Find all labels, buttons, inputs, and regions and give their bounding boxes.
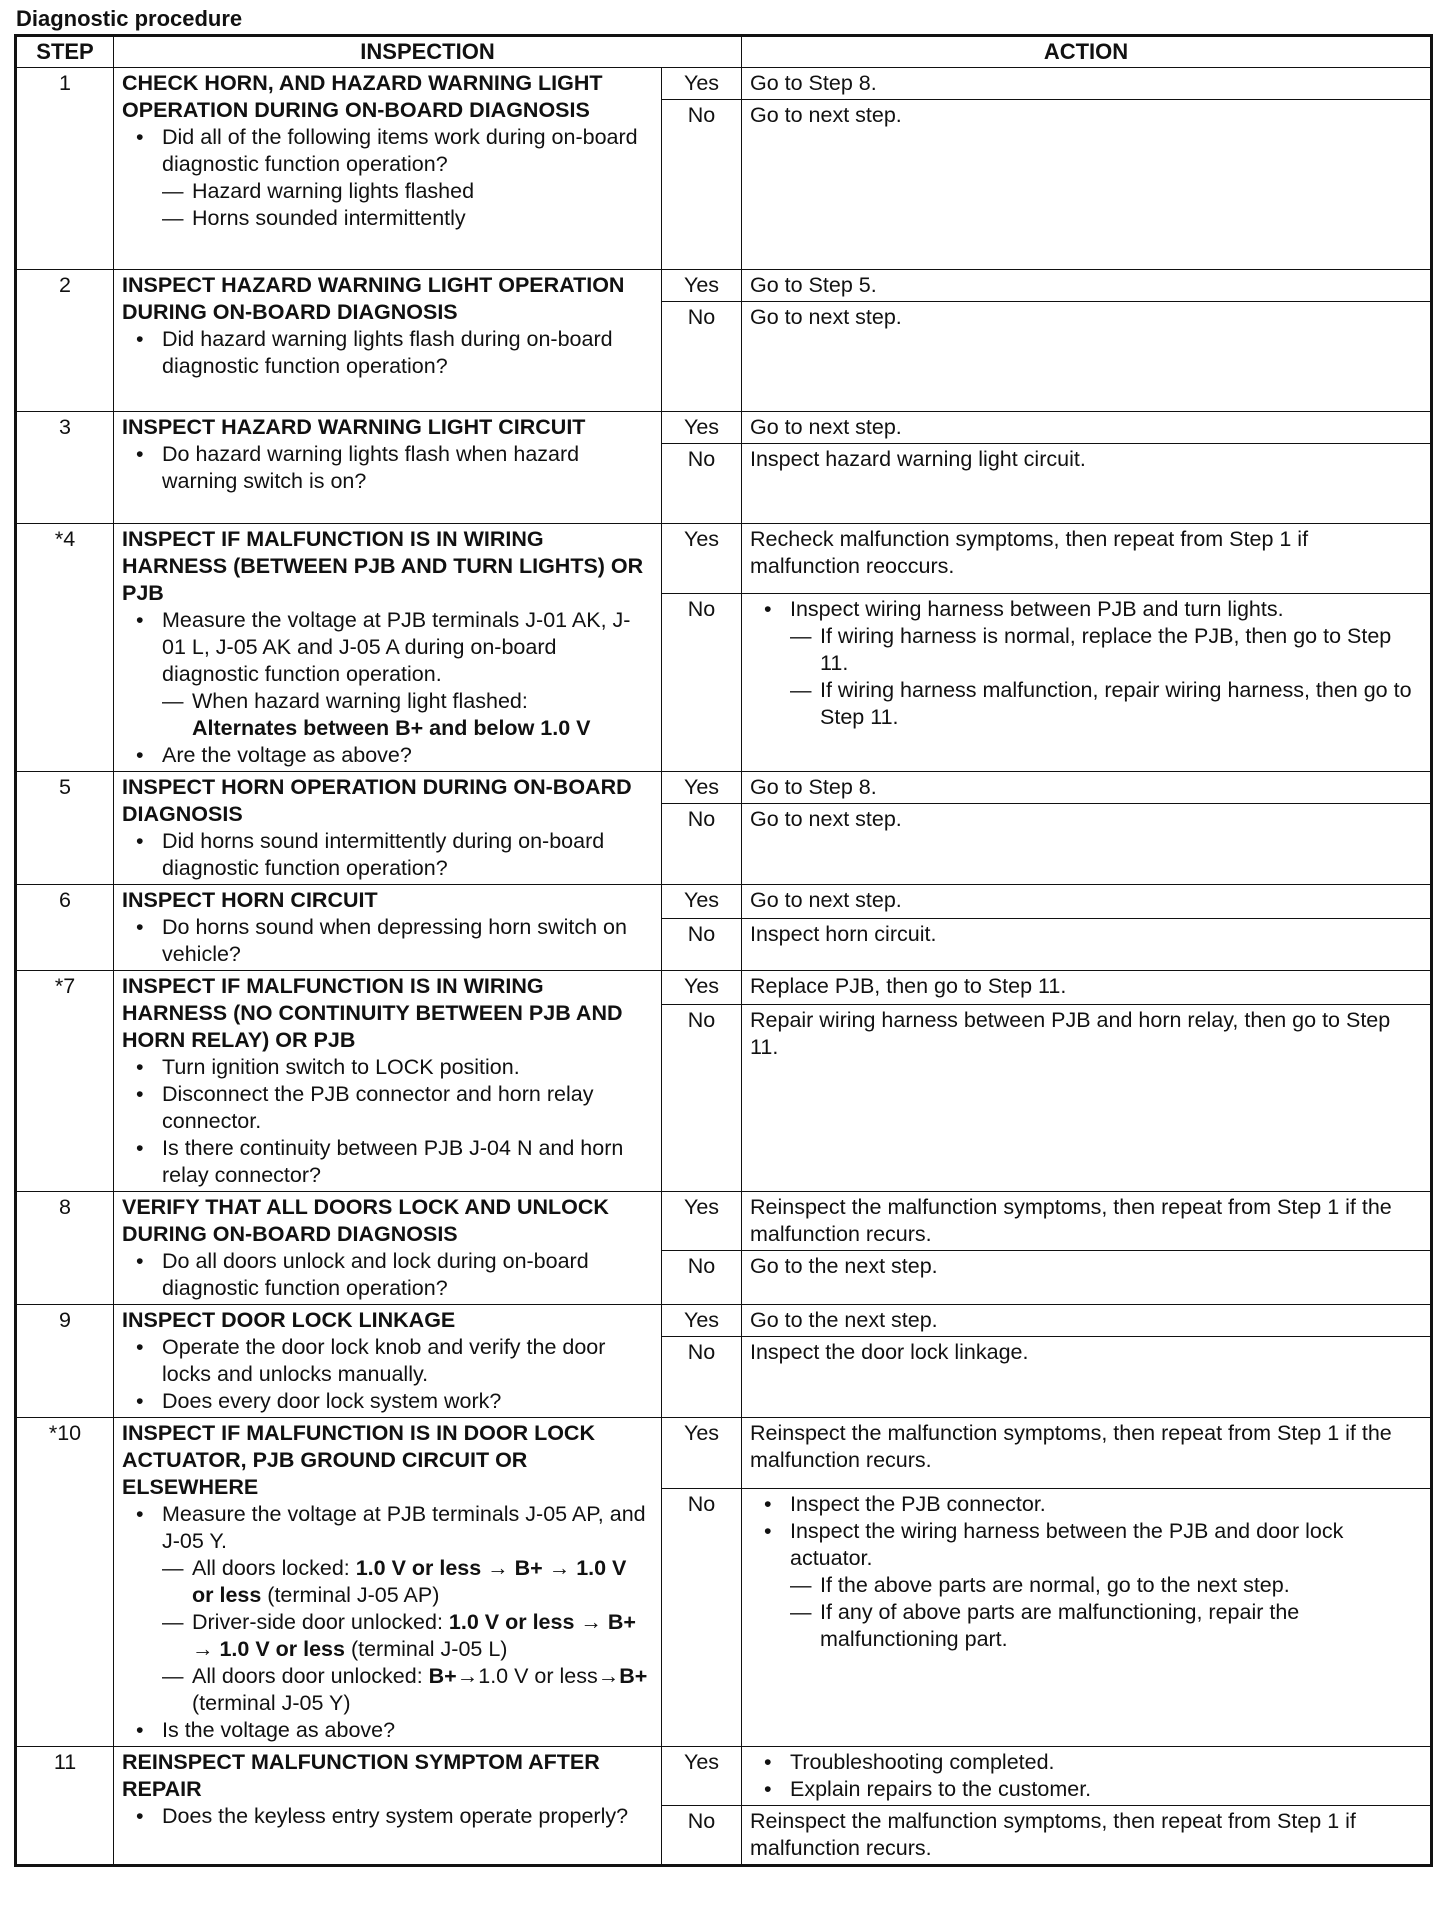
inspection-title: CHECK HORN, AND HAZARD WARNING LIGHT OPERATION DURING ON-BOARD DIAGNOSIS — [122, 71, 603, 122]
action-sublist — [790, 623, 1422, 731]
no-action: Go to next step. — [742, 804, 1432, 885]
no-action: Inspect the door lock linkage. — [742, 1337, 1432, 1418]
step-number: 2 — [16, 270, 114, 412]
inspection-subitem: — Horns sounded intermittently — [192, 205, 653, 232]
voltage-spec-middle: →1.0 V or less→ — [456, 1664, 620, 1688]
inspection-list — [122, 828, 653, 882]
inspection-title: INSPECT IF MALFUNCTION IS IN DOOR LOCK ACTUATOR, PJB GROUND CIRCUIT OR ELSEWHERE — [122, 1421, 595, 1499]
no-label: No — [662, 1806, 742, 1866]
yes-action: Reinspect the malfunction symptoms, then repeat from Step 1 if the malfunction recurs. — [742, 1192, 1432, 1251]
inspection-title: INSPECT HAZARD WARNING LIGHT OPERATION DURING ON-BOARD DIAGNOSIS — [122, 273, 625, 324]
inspection-cell — [114, 1192, 662, 1305]
inspection-item: • Do hazard warning lights flash when hazard warning switch is on? — [162, 441, 653, 495]
no-label: No — [662, 1251, 742, 1305]
inspection-list — [122, 607, 653, 769]
inspection-list — [122, 441, 653, 495]
action-item — [790, 596, 1422, 731]
no-label: No — [662, 100, 742, 270]
inspection-item: • Does every door lock system work? — [162, 1388, 653, 1415]
inspection-item: • Is the voltage as above? — [162, 1717, 653, 1744]
yes-label: Yes — [662, 971, 742, 1005]
step-number: 11 — [16, 1747, 114, 1866]
yes-action: Go to Step 8. — [742, 772, 1432, 804]
inspection-item: • Does the keyless entry system operate properly? — [162, 1803, 653, 1830]
step-number: 6 — [16, 885, 114, 971]
inspection-list — [122, 1501, 653, 1744]
action-item: • Explain repairs to the customer. — [790, 1776, 1422, 1803]
yes-action: Recheck malfunction symptoms, then repeat from Step 1 if malfunction reoccurs. — [742, 524, 1432, 594]
inspection-item: • Are the voltage as above? — [162, 742, 653, 769]
inspection-item: • Is there continuity between PJB J-04 N and horn relay connector? — [162, 1135, 653, 1189]
inspection-item: • Do all doors unlock and lock during on-board diagnostic function operation? — [162, 1248, 653, 1302]
inspection-list — [122, 326, 653, 380]
no-action: Go to next step. — [742, 100, 1432, 270]
inspection-cell — [114, 772, 662, 885]
inspection-item — [162, 1501, 653, 1717]
yes-label: Yes — [662, 270, 742, 302]
inspection-item: • Did horns sound intermittently during on-board diagnostic function operation? — [162, 828, 653, 882]
action-subitem: — If the above parts are normal, go to the next step. — [820, 1572, 1422, 1599]
inspection-item — [162, 607, 653, 742]
table-row — [16, 971, 1432, 1005]
inspection-title: INSPECT HORN CIRCUIT — [122, 888, 378, 912]
subitem-text: All doors locked: — [192, 1556, 356, 1580]
inspection-title: REINSPECT MALFUNCTION SYMPTOM AFTER REPAIR — [122, 1750, 600, 1801]
table-row — [16, 270, 1432, 302]
yes-label: Yes — [662, 524, 742, 594]
inspection-item — [162, 124, 653, 232]
subitem-terminal: (terminal J-05 L) — [344, 1637, 508, 1661]
yes-label: Yes — [662, 885, 742, 919]
no-label: No — [662, 918, 742, 970]
inspection-subitem: — When hazard warning light flashed: — [192, 688, 653, 715]
header-action: ACTION — [742, 36, 1432, 68]
table-header-row — [16, 36, 1432, 68]
action-subitem: — If wiring harness malfunction, repair wiring harness, then go to Step 11. — [820, 677, 1422, 731]
inspection-cell — [114, 971, 662, 1192]
no-action: Inspect horn circuit. — [742, 918, 1432, 970]
voltage-spec: Alternates between B+ and below 1.0 V — [192, 716, 591, 740]
inspection-list — [122, 914, 653, 968]
no-action: Inspect hazard warning light circuit. — [742, 444, 1432, 524]
table-row — [16, 412, 1432, 444]
inspection-cell — [114, 1747, 662, 1866]
inspection-cell — [114, 68, 662, 270]
document-page — [14, 4, 1430, 1867]
yes-action — [742, 1747, 1432, 1806]
subitem-text: All doors door unlocked: — [192, 1664, 429, 1688]
step-number: 1 — [16, 68, 114, 270]
yes-action: Reinspect the malfunction symptoms, then repeat from Step 1 if the malfunction recurs. — [742, 1418, 1432, 1489]
step-number: 3 — [16, 412, 114, 524]
yes-label: Yes — [662, 1747, 742, 1806]
inspection-item: • Operate the door lock knob and verify the door locks and unlocks manually. — [162, 1334, 653, 1388]
inspection-item: • Disconnect the PJB connector and horn relay connector. — [162, 1081, 653, 1135]
yes-label: Yes — [662, 68, 742, 100]
yes-label: Yes — [662, 1305, 742, 1337]
no-label: No — [662, 302, 742, 412]
action-sublist — [790, 1572, 1422, 1653]
table-row — [16, 524, 1432, 594]
action-subitem: — If any of above parts are malfunctioning, repair the malfunctioning part. — [820, 1599, 1422, 1653]
yes-action: Go to next step. — [742, 412, 1432, 444]
step-number: *10 — [16, 1418, 114, 1747]
step-number: 5 — [16, 772, 114, 885]
yes-action: Replace PJB, then go to Step 11. — [742, 971, 1432, 1005]
header-inspection: INSPECTION — [114, 36, 742, 68]
action-item-text: Inspect the wiring harness between the PJB and door lock actuator. — [790, 1518, 1344, 1570]
subitem-terminal: (terminal J-05 AP) — [261, 1583, 440, 1607]
inspection-cell — [114, 412, 662, 524]
inspection-cell — [114, 1418, 662, 1747]
table-row — [16, 1747, 1432, 1806]
step-number: 9 — [16, 1305, 114, 1418]
action-subitem: — If wiring harness is normal, replace the PJB, then go to Step 11. — [820, 623, 1422, 677]
step-number: 8 — [16, 1192, 114, 1305]
subitem-text: Driver-side door unlocked: — [192, 1610, 449, 1634]
no-label: No — [662, 444, 742, 524]
inspection-item: • Turn ignition switch to LOCK position. — [162, 1054, 653, 1081]
yes-action: Go to next step. — [742, 885, 1432, 919]
inspection-cell — [114, 270, 662, 412]
action-item: • Troubleshooting completed. — [790, 1749, 1422, 1776]
no-action: Go to the next step. — [742, 1251, 1432, 1305]
action-item — [790, 1518, 1422, 1653]
inspection-title: INSPECT DOOR LOCK LINKAGE — [122, 1308, 456, 1332]
inspection-sublist — [162, 1555, 653, 1717]
inspection-title: VERIFY THAT ALL DOORS LOCK AND UNLOCK DURING ON-BOARD DIAGNOSIS — [122, 1195, 609, 1246]
header-step: STEP — [16, 36, 114, 68]
inspection-item-text: Measure the voltage at PJB terminals J-05 AP, and J-05 Y. — [162, 1502, 646, 1553]
inspection-list — [122, 1334, 653, 1415]
no-action: Go to next step. — [742, 302, 1432, 412]
no-action: Repair wiring harness between PJB and horn relay, then go to Step 11. — [742, 1005, 1432, 1192]
inspection-list — [122, 1054, 653, 1189]
step-number: *4 — [16, 524, 114, 772]
action-item: • Inspect the PJB connector. — [790, 1491, 1422, 1518]
voltage-spec: 1.0 V or less → B+ → 1.0 V or less — [192, 1610, 636, 1661]
inspection-subitem — [192, 1555, 653, 1609]
table-row — [16, 1418, 1432, 1489]
inspection-cell — [114, 885, 662, 971]
page-title: Diagnostic procedure — [16, 6, 243, 31]
inspection-subitem — [192, 1663, 653, 1717]
inspection-item-text: Measure the voltage at PJB terminals J-01 AK, J-01 L, J-05 AK and J-05 A during on-board diagnostic function operation. — [162, 608, 631, 686]
action-list — [750, 1749, 1422, 1803]
inspection-sublist — [162, 178, 653, 232]
inspection-title: INSPECT HORN OPERATION DURING ON-BOARD DIAGNOSIS — [122, 775, 632, 826]
voltage-spec: B+ — [428, 1664, 457, 1688]
inspection-subitem — [192, 1609, 653, 1663]
yes-label: Yes — [662, 1418, 742, 1489]
action-list — [750, 1491, 1422, 1653]
inspection-sublist — [162, 688, 653, 715]
no-label: No — [662, 804, 742, 885]
step-number: *7 — [16, 971, 114, 1192]
action-item-text: Inspect wiring harness between PJB and turn lights. — [790, 597, 1284, 621]
no-label: No — [662, 1337, 742, 1418]
diagnostic-procedure-table — [14, 34, 1433, 1867]
inspection-title: INSPECT IF MALFUNCTION IS IN WIRING HARNESS (BETWEEN PJB AND TURN LIGHTS) OR PJB — [122, 527, 644, 605]
table-row — [16, 772, 1432, 804]
inspection-list — [122, 124, 653, 232]
inspection-list — [122, 1803, 653, 1830]
yes-action: Go to Step 8. — [742, 68, 1432, 100]
no-action — [742, 1488, 1432, 1746]
inspection-subitem: — Hazard warning lights flashed — [192, 178, 653, 205]
no-label: No — [662, 1005, 742, 1192]
inspection-item: • Did hazard warning lights flash during on-board diagnostic function operation? — [162, 326, 653, 380]
inspection-cell — [114, 524, 662, 772]
no-label: No — [662, 1488, 742, 1746]
voltage-spec: 1.0 V or less → B+ → 1.0 V or less — [192, 1556, 627, 1607]
inspection-list — [122, 1248, 653, 1302]
yes-label: Yes — [662, 1192, 742, 1251]
inspection-cell — [114, 1305, 662, 1418]
table-row — [16, 68, 1432, 100]
inspection-item: • Do horns sound when depressing horn switch on vehicle? — [162, 914, 653, 968]
table-row — [16, 1305, 1432, 1337]
inspection-title: INSPECT IF MALFUNCTION IS IN WIRING HARNESS (NO CONTINUITY BETWEEN PJB AND HORN RELAY) OR PJB — [122, 974, 623, 1052]
yes-action: Go to the next step. — [742, 1305, 1432, 1337]
yes-label: Yes — [662, 412, 742, 444]
inspection-title: INSPECT HAZARD WARNING LIGHT CIRCUIT — [122, 415, 586, 439]
no-label: No — [662, 594, 742, 772]
inspection-item-text: Did all of the following items work during on-board diagnostic function operation? — [162, 125, 638, 176]
action-list — [750, 596, 1422, 731]
no-action — [742, 594, 1432, 772]
subitem-terminal: (terminal J-05 Y) — [192, 1691, 351, 1715]
voltage-spec: B+ — [619, 1664, 648, 1688]
yes-label: Yes — [662, 772, 742, 804]
yes-action: Go to Step 5. — [742, 270, 1432, 302]
no-action: Reinspect the malfunction symptoms, then repeat from Step 1 if malfunction recurs. — [742, 1806, 1432, 1866]
table-row — [16, 885, 1432, 919]
table-row — [16, 1192, 1432, 1251]
